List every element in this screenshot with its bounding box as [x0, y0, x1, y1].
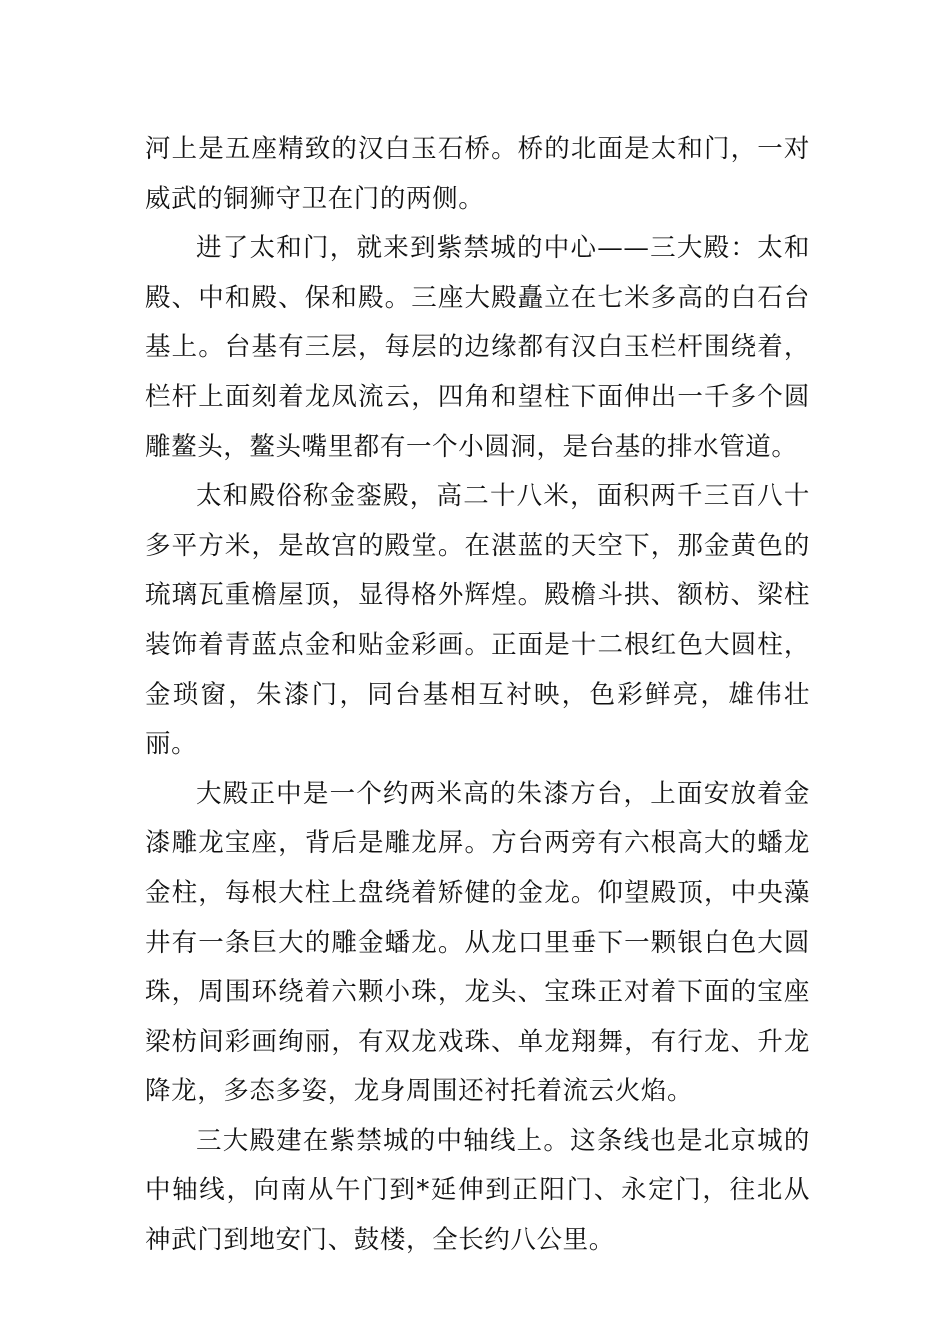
paragraph-throne-and-dragons: 大殿正中是一个约两米高的朱漆方台，上面安放着金漆雕龙宝座，背后是雕龙屏。方台两旁有六根高大的蟠龙金柱，每根大柱上盘绕着矫健的金龙。仰望殿顶，中央藻井有一条巨大的雕金蟠龙。从龙口里垂下一颗银白色大圆珠，周围环绕着六颗小珠，龙头、宝珠正对着下面的宝座梁枋间彩画绚丽，有双龙戏珠、单龙翔舞，有行龙、升龙降龙，多态多姿，龙身周围还衬托着流云火焰。	[145, 778, 810, 1107]
document-body	[145, 125, 810, 1266]
paragraph-central-axis: 三大殿建在紫禁城的中轴线上。这条线也是北京城的中轴线，向南从午门到*延伸到正阳门、永定门，往北从神武门到地安门、鼓楼，全长约八公里。	[145, 1125, 810, 1256]
paragraph-hall-of-supreme-harmony: 太和殿俗称金銮殿，高二十八米，面积两千三百八十多平方米，是故宫的殿堂。在湛蓝的天空下，那金黄色的琉璃瓦重檐屋顶，显得格外辉煌。殿檐斗拱、额枋、梁柱装饰着青蓝点金和贴金彩画。正面是十二根红色大圆柱，金琐窗，朱漆门，同台基相互衬映，色彩鲜亮，雄伟壮丽。	[145, 481, 810, 760]
paragraph-three-great-halls: 进了太和门，就来到紫禁城的中心——三大殿：太和殿、中和殿、保和殿。三座大殿矗立在七米多高的白石台基上。台基有三层，每层的边缘都有汉白玉栏杆围绕着，栏杆上面刻着龙凤流云，四角和望柱下面伸出一千多个圆雕鳌头，鳌头嘴里都有一个小圆洞，是台基的排水管道。	[145, 233, 810, 462]
paragraph-continuation: 河上是五座精致的汉白玉石桥。桥的北面是太和门，一对威武的铜狮守卫在门的两侧。	[145, 134, 810, 214]
